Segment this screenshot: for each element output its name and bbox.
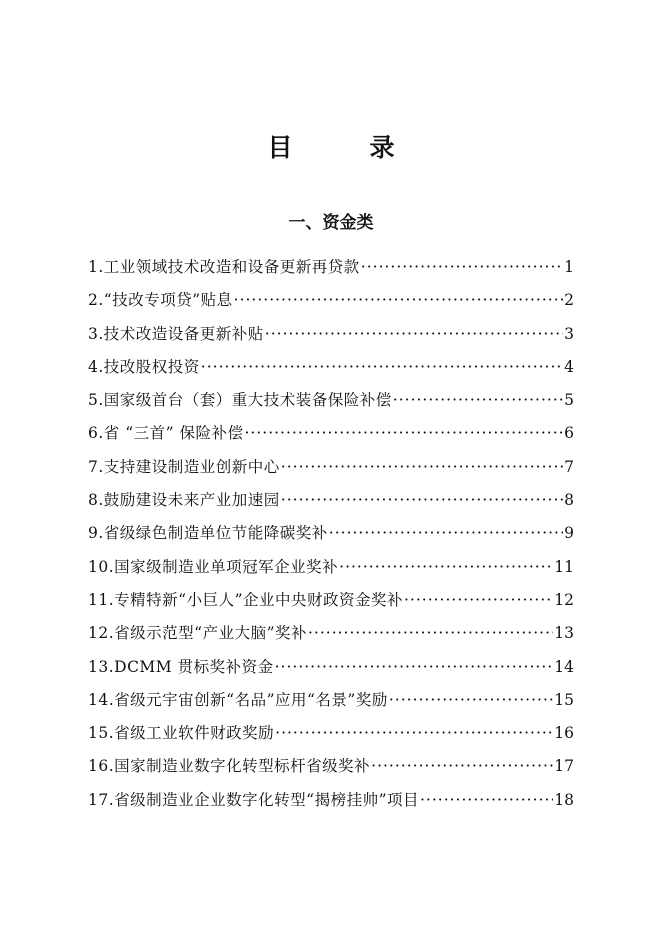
toc-entry[interactable] bbox=[88, 351, 574, 384]
toc-entry-label: 11.专精特新“小巨人”企业中央财政资金奖补 bbox=[88, 590, 403, 609]
dot-leader bbox=[339, 551, 553, 584]
toc-entry[interactable] bbox=[88, 251, 574, 284]
dot-leader bbox=[308, 617, 553, 650]
dot-leader bbox=[361, 251, 563, 284]
toc-page-number: 6 bbox=[564, 424, 574, 443]
dot-leader bbox=[265, 318, 563, 351]
toc-page-number: 13 bbox=[554, 624, 574, 643]
toc-entry-label: 12.省级示范型“产业大脑”奖补 bbox=[88, 624, 307, 643]
toc-entry-label: 6.省 “三首” 保险补偿 bbox=[88, 424, 244, 443]
toc-page-number: 12 bbox=[554, 590, 574, 609]
toc-entry[interactable] bbox=[88, 684, 574, 717]
toc-entry-label: 17.省级制造业企业数字化转型“揭榜挂帅”项目 bbox=[88, 790, 419, 809]
toc-entry[interactable] bbox=[88, 651, 574, 684]
toc-entry[interactable] bbox=[88, 417, 574, 450]
toc-page-number: 7 bbox=[564, 457, 574, 476]
toc-entry-label: 7.支持建设制造业创新中心 bbox=[88, 457, 280, 476]
toc-entry[interactable] bbox=[88, 517, 574, 550]
section-heading: 一、资金类 bbox=[288, 213, 374, 233]
toc-entry-label: 3.技术改造设备更新补贴 bbox=[88, 324, 264, 343]
toc-entry-label: 16.国家制造业数字化转型标杆省级奖补 bbox=[88, 757, 371, 776]
toc-entry-label: 9.省级绿色制造单位节能降碳奖补 bbox=[88, 524, 328, 543]
toc-entry-label: 13.DCMM 贯标奖补资金 bbox=[88, 657, 274, 676]
toc-entry[interactable] bbox=[88, 784, 574, 817]
toc-page-number: 9 bbox=[564, 524, 574, 543]
toc-page-number: 3 bbox=[564, 324, 574, 343]
toc-entry[interactable] bbox=[88, 484, 574, 517]
toc-page-number: 16 bbox=[554, 724, 574, 743]
toc-entry[interactable] bbox=[88, 384, 574, 417]
toc-page-number: 11 bbox=[554, 557, 574, 576]
toc-entry[interactable] bbox=[88, 750, 574, 783]
toc-page-number: 8 bbox=[564, 491, 574, 510]
dot-leader bbox=[201, 351, 563, 384]
dot-leader bbox=[234, 284, 563, 317]
dot-leader bbox=[393, 384, 563, 417]
dot-leader bbox=[389, 684, 553, 717]
toc-page-number: 14 bbox=[554, 657, 574, 676]
table-of-contents bbox=[88, 251, 574, 817]
dot-leader bbox=[281, 451, 563, 484]
toc-entry[interactable] bbox=[88, 318, 574, 351]
dot-leader bbox=[404, 584, 553, 617]
toc-page-number: 4 bbox=[564, 357, 574, 376]
toc-entry-label: 1.工业领域技术改造和设备更新再贷款 bbox=[88, 258, 360, 276]
toc-page-number: 5 bbox=[564, 391, 574, 410]
toc-entry[interactable] bbox=[88, 451, 574, 484]
toc-entry[interactable] bbox=[88, 717, 574, 750]
toc-entry-label: 15.省级工业软件财政奖励 bbox=[88, 724, 275, 743]
toc-entry-label: 4.技改股权投资 bbox=[88, 357, 200, 376]
toc-page-number: 2 bbox=[564, 291, 574, 310]
dot-leader bbox=[420, 784, 553, 817]
page-title: 目 录 bbox=[267, 133, 421, 162]
toc-page-number: 18 bbox=[554, 790, 574, 809]
toc-page-number: 15 bbox=[554, 690, 574, 709]
dot-leader bbox=[281, 484, 563, 517]
dot-leader bbox=[329, 517, 563, 550]
toc-entry-label: 8.鼓励建设未来产业加速园 bbox=[88, 491, 280, 510]
dot-leader bbox=[371, 750, 553, 783]
toc-entry[interactable] bbox=[88, 551, 574, 584]
toc-entry[interactable] bbox=[88, 284, 574, 317]
toc-entry[interactable] bbox=[88, 584, 574, 617]
toc-entry-label: 5.国家级首台（套）重大技术装备保险补偿 bbox=[88, 391, 392, 410]
toc-entry-label: 10.国家级制造业单项冠军企业奖补 bbox=[88, 557, 339, 576]
dot-leader bbox=[275, 717, 553, 750]
toc-page-number: 1 bbox=[564, 258, 574, 276]
dot-leader bbox=[275, 651, 554, 684]
toc-entry-label: 2.“技改专项贷”贴息 bbox=[88, 291, 233, 310]
dot-leader bbox=[245, 417, 564, 450]
toc-entry-label: 14.省级元宇宙创新“名品”应用“名景”奖励 bbox=[88, 690, 388, 709]
toc-entry[interactable] bbox=[88, 617, 574, 650]
toc-page-number: 17 bbox=[554, 757, 574, 776]
